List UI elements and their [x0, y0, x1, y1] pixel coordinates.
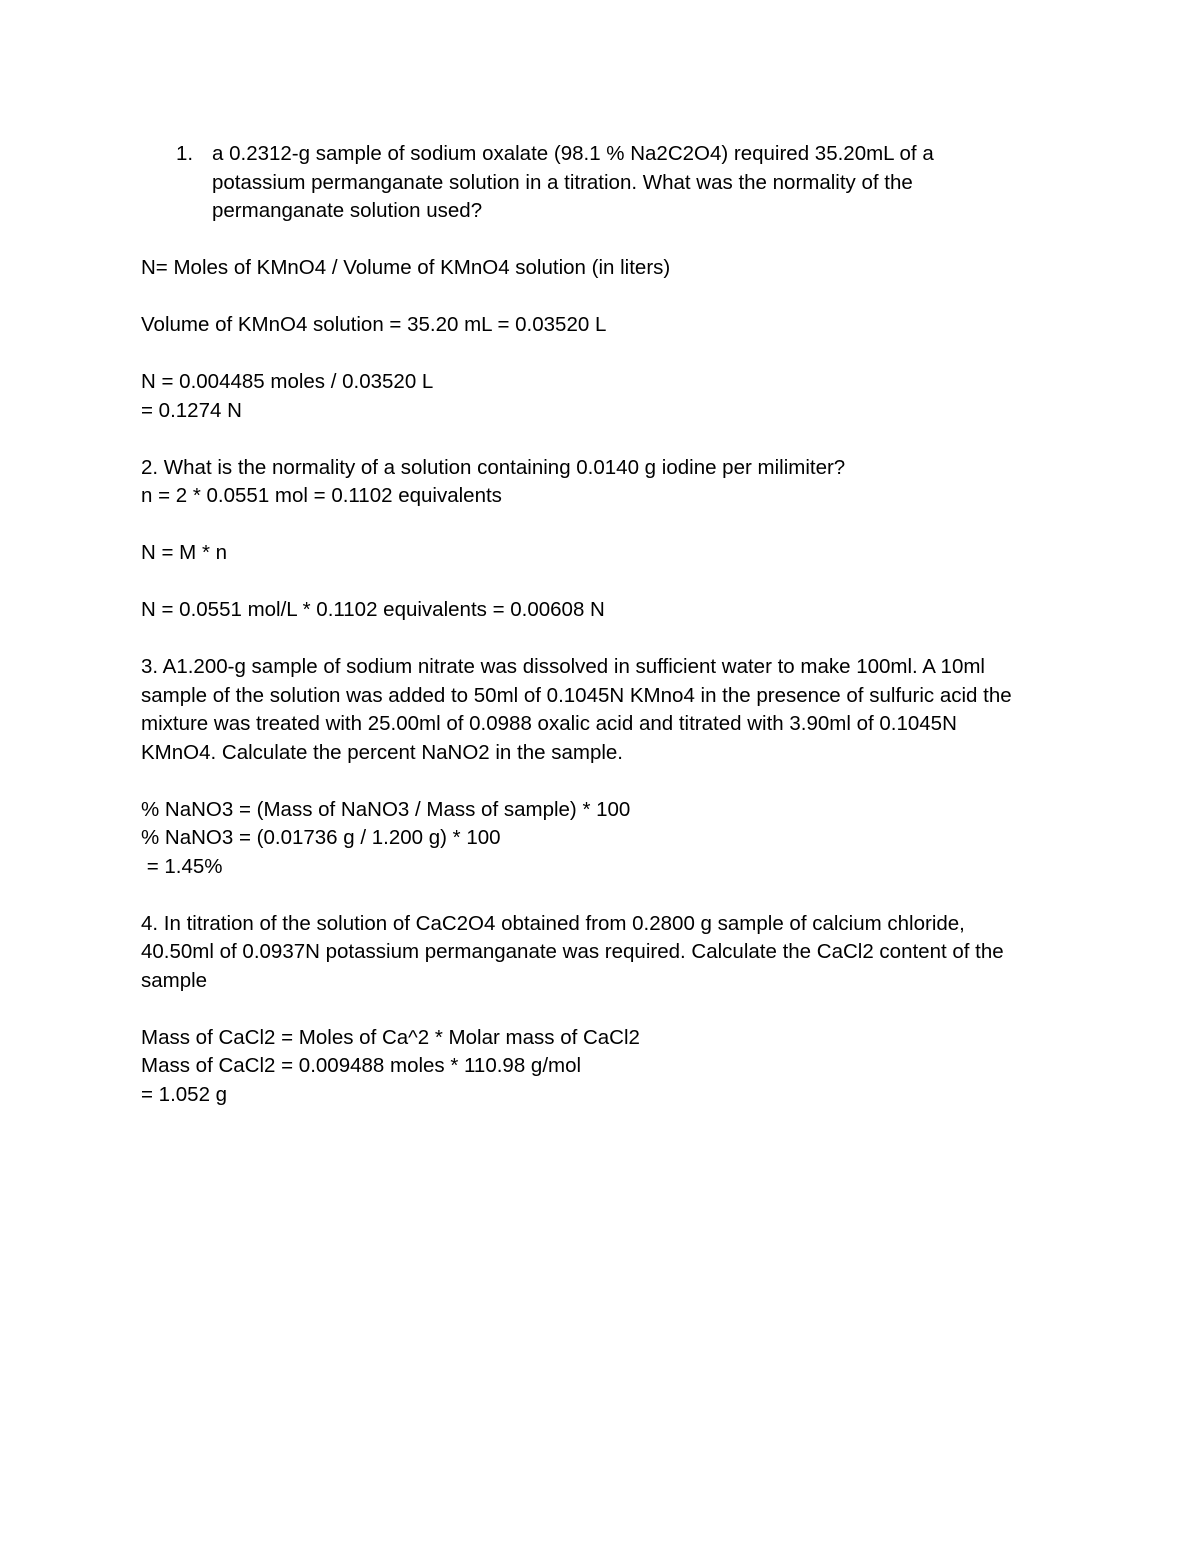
question-4-line: sample	[141, 968, 208, 992]
question-1-line: a 0.2312-g sample of sodium oxalate (98.1 % Na2C2O4) required 35.20mL of a	[212, 142, 934, 165]
answer-2-result	[141, 596, 1071, 625]
question-1-text	[212, 140, 982, 226]
question-1-line: potassium permanganate solution in a titration. What was the normality of the	[212, 170, 913, 194]
answer-1-result	[141, 368, 1071, 425]
answer-1-volume	[141, 311, 1071, 340]
answer-line: N = M * n	[141, 541, 228, 564]
document-content	[141, 140, 1071, 1109]
answer-2-formula	[141, 539, 1071, 568]
answer-4	[141, 1024, 1071, 1110]
question-1-line: permanganate solution used?	[212, 199, 483, 222]
answer-line: Mass of CaCl2 = Moles of Ca^2 * Molar mass of CaCl2	[141, 1025, 640, 1049]
question-4	[141, 910, 1071, 996]
question-3-line: mixture was treated with 25.00ml of 0.0988 oxalic acid and titrated with 3.90ml of 0.1045N	[141, 712, 957, 735]
answer-1-formula	[141, 254, 1071, 283]
answer-3	[141, 796, 1071, 882]
question-2	[141, 454, 1071, 511]
answer-line: Volume of KMnO4 solution = 35.20 mL = 0.03520 L	[141, 313, 607, 336]
answer-line: % NaNO3 = (Mass of NaNO3 / Mass of sample) * 100	[141, 797, 631, 821]
answer-line: = 1.45%	[141, 854, 223, 878]
question-3-line: sample of the solution was added to 50ml of 0.1045N KMno4 in the presence of sulfuric acid the	[141, 683, 1012, 707]
answer-line: = 1.052 g	[141, 1082, 228, 1106]
answer-line: Mass of CaCl2 = 0.009488 moles * 110.98 g/mol	[141, 1054, 582, 1077]
answer-line: N= Moles of KMnO4 / Volume of KMnO4 solution (in liters)	[141, 256, 671, 279]
question-1	[176, 140, 1071, 226]
answer-line: N = 0.004485 moles / 0.03520 L	[141, 370, 434, 393]
answer-line: N = 0.0551 mol/L * 0.1102 equivalents = 0.00608 N	[141, 598, 605, 621]
question-3	[141, 653, 1071, 767]
answer-line: = 0.1274 N	[141, 398, 242, 422]
question-2-line: 2. What is the normality of a solution containing 0.0140 g iodine per milimiter?	[141, 455, 846, 479]
question-2-line: n = 2 * 0.0551 mol = 0.1102 equivalents	[141, 484, 502, 507]
question-4-line: 40.50ml of 0.0937N potassium permanganate was required. Calculate the CaCl2 content of the	[141, 940, 1004, 963]
answer-line: % NaNO3 = (0.01736 g / 1.200 g) * 100	[141, 826, 501, 849]
question-4-line: 4. In titration of the solution of CaC2O4 obtained from 0.2800 g sample of calcium chloride,	[141, 911, 965, 935]
question-1-number: 1.	[176, 142, 194, 165]
question-3-line: KMnO4. Calculate the percent NaNO2 in the sample.	[141, 740, 623, 764]
question-3-line: 3. A1.200-g sample of sodium nitrate was dissolved in sufficient water to make 100ml. A 10ml	[141, 655, 985, 678]
